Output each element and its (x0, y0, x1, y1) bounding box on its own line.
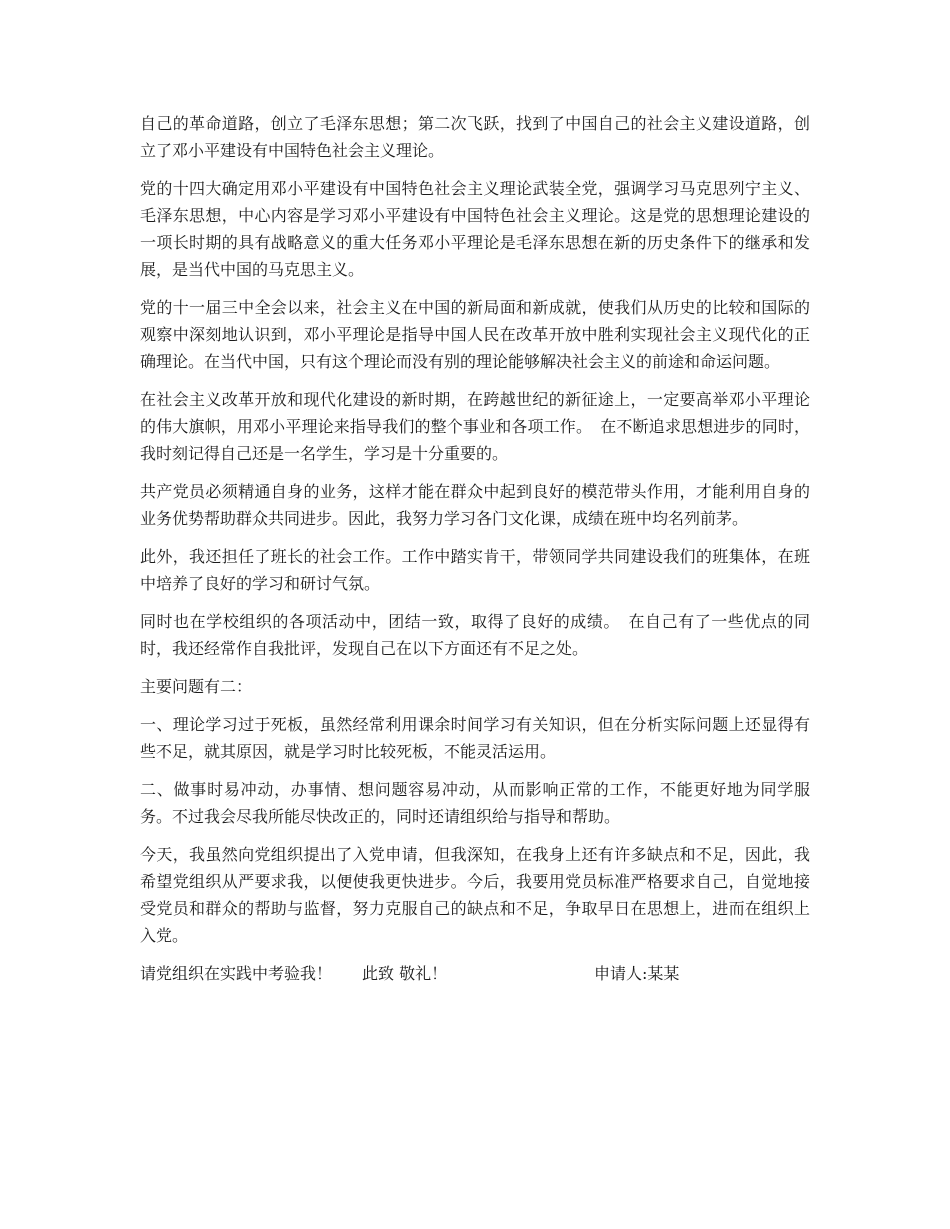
paragraph-10: 二、做事时易冲动，办事情、想问题容易冲动，从而影响正常的工作，不能更好地为同学服务。不过我会尽我所能尽快改正的，同时还请组织给与指导和帮助。 (140, 780, 810, 826)
paragraph-8-heading: 主要问题有二： (140, 677, 253, 696)
paragraph-2: 党的十四大确定用邓小平建设有中国特色社会主义理论武装全党，强调学习马克思列宁主义、毛泽东思想，中心内容是学习邓小平建设有中国特色社会主义理论。这是党的思想理论建设的一项长时期的具有战略意义的重大任务邓小平理论是毛泽东思想在新的历史条件下的继承和发展，是当代中国的马克思主义。 (140, 179, 810, 279)
paragraph-3: 党的十一届三中全会以来，社会主义在中国的新局面和新成就，使我们从历史的比较和国际的观察中深刻地认识到，邓小平理论是指导中国人民在改革开放中胜利实现社会主义现代化的正确理论。在当代中国，只有这个理论而没有别的理论能够解决社会主义的前途和命运问题。 (140, 298, 810, 371)
paragraph-11: 今天，我虽然向党组织提出了入党申请，但我深知，在我身上还有许多缺点和不足，因此，我希望党组织从严要求我，以便使我更快进步。今后，我要用党员标准严格要求自己，自觉地接受党员和群众的帮助与监督，努力克服自己的缺点和不足，争取早日在思想上，进而在组织上入党。 (140, 845, 810, 945)
closing-request: 请党组织在实践中考验我！ (140, 964, 333, 983)
paragraph-4: 在社会主义改革开放和现代化建设的新时期，在跨越世纪的新征途上，一定要高举邓小平理论的伟大旗帜，用邓小平理论来指导我们的整个事业和各项工作。 在不断追求思想进步的同时，我时刻记得自己还是一名学生，学习是十分重要的。 (140, 390, 810, 463)
closing-salute: 此致 敬礼！ (362, 964, 448, 983)
closing-line (140, 960, 810, 987)
paragraph-5: 共产党员必须精通自身的业务，这样才能在群众中起到良好的模范带头作用，才能利用自身的业务优势帮助群众共同进步。因此，我努力学习各门文化课，成绩在班中均名列前茅。 (140, 482, 810, 528)
paragraph-9: 一、理论学习过于死板，虽然经常利用课余时间学习有关知识，但在分析实际问题上还显得有些不足，就其原因，就是学习时比较死板，不能灵活运用。 (140, 715, 810, 761)
applicant-signature: 申请人:某某 (594, 964, 680, 983)
paragraph-6: 此外，我还担任了班长的社会工作。工作中踏实肯干，带领同学共同建设我们的班集体，在班中培养了良好的学习和研讨气氛。 (140, 547, 810, 593)
paragraph-1: 自己的革命道路，创立了毛泽东思想；第二次飞跃，找到了中国自己的社会主义建设道路，创立了邓小平建设有中国特色社会主义理论。 (140, 114, 810, 160)
document-body (140, 110, 810, 987)
paragraph-7: 同时也在学校组织的各项活动中，团结一致，取得了良好的成绩。 在自己有了一些优点的同时，我还经常作自我批评，发现自己在以下方面还有不足之处。 (140, 612, 810, 658)
